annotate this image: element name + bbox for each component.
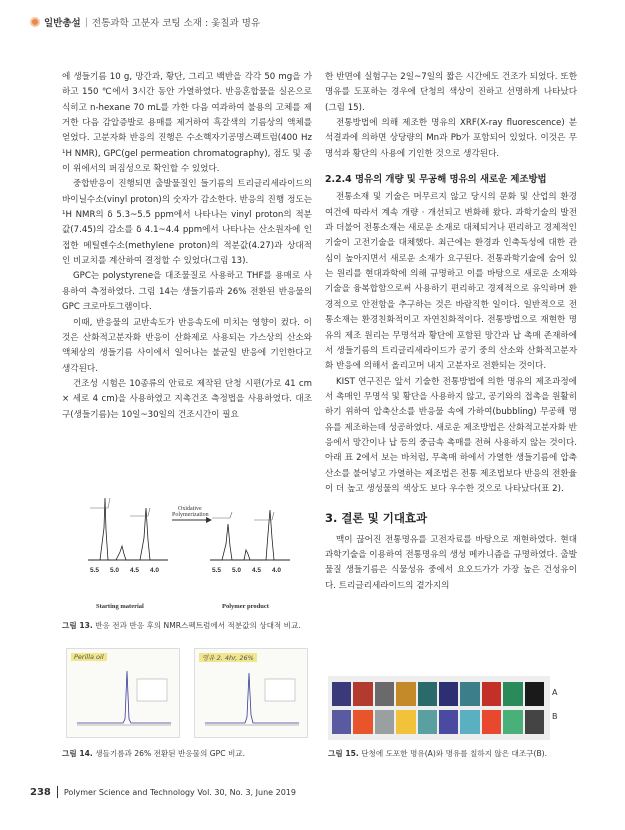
page-footer xyxy=(30,786,296,798)
paragraph: KIST 연구진은 앞서 기술한 전통방법에 의한 명유의 제조과정에서 촉매인 무명석 및 황단을 사용하지 않고, 공기와의 접촉을 원활히 하기 위하여 압축산소를 반응물 속에 가하여(bubbling) 무공해 명유를 제조하는데 성공하였다. 새로운 제조방법은 산화적고분자화 반응에서 망간이나 납 등의 중금속 촉매를 전혀 사용하지 않는 것이다. 아래 표 2에서 보는 바처럼, 무촉매 하에서 가열한 생들기름에 압축산소를 불어넣고 가열하는 제조법은 전통 제조법보다 반응의 전환율이 더 높고 생성물의 색상도 보다 우수한 것으로 나타났다(표 2). xyxy=(325,376,577,494)
sample-label: Polymer product xyxy=(222,603,269,610)
figure-15-caption xyxy=(328,748,588,759)
section-heading: 3. 결론 및 기대효과 xyxy=(325,511,428,526)
color-swatch xyxy=(332,710,351,734)
tick-label: 5.5 xyxy=(212,567,222,574)
color-swatch xyxy=(396,710,415,734)
tick-label: 4.0 xyxy=(150,567,160,574)
paragraph: 이때, 반응물의 교반속도가 반응속도에 미치는 영향이 컸다. 이것은 산화적고분자화 반응이 산화제로 사용되는 가스상의 산소와 액체상의 생들기름 사이에서 일어나는 불균일 반응에 기인한다고 생각된다. xyxy=(62,317,312,374)
paragraph: 전통소재 및 기술은 머무르지 않고 당시의 문화 및 산업의 환경 여건에 따라서 계속 개량 · 개선되고 변화해 왔다. 과학기술의 발전과 더불어 전통소재는 새로운 소재로 대체되거나 편리하고 경제적인 기술이 고전기술을 대체했다. 최근에는 환경과 인축독성에 대한 관심이 높아지면서 새로운 소재가 요구된다. 전통과학기술에 숨어 있는 원리를 현대과학에 의해 규명하고 이를 바탕으로 새로운 소재와 기술을 융복합함으로써 사용하기 편리하고 경제적으로 유익하며 환경적으로 안전함을 추구하는 것은 바람직한 일이다. 일반적으로 전통소재는 환경친화적이고 자연친화적이다. 전통방법으로 재현한 명유의 제조 원리는 무명석과 황단에 포함된 망간과 납 촉매 존재하에서 생들기름의 트리글리세라이드가 공기 중의 산소와 산화적고분자화 반응에 의해서 올리고머 내지 고분자로 전환되는 것이다. xyxy=(325,192,577,372)
swatch-row-b xyxy=(332,710,544,734)
figure-13-nmr xyxy=(60,468,312,618)
sample-label: Starting material xyxy=(96,603,144,610)
gpc-trace-left xyxy=(67,649,179,737)
sample-tag: 명유 2. 4hr, 26% xyxy=(199,653,257,662)
color-swatch xyxy=(460,682,479,706)
color-swatch xyxy=(375,710,394,734)
gpc-chart-left xyxy=(66,648,180,738)
paragraph: 에 생들기름 10 g, 망간과, 황단, 그리고 백반을 각각 50 mg을 가하고 150 ℃에서 3시간 동안 가열하였다. 반응혼합물을 실온으로 식히고 n-hexane 70 mL를 가한 다음 여과하여 불용의 고체를 제거한 다음 감압증발로 용매를 제거하여 흑갈색의 기름상의 액체를 얻었다. 고분자화 반응의 진행은 수소핵자기공명스펙트럼(400 Hz ¹H NMR), GPC(gel permeation chromatography), 점도 및 종이 위에서의 퍼짐성으로 확인할 수 있었다. xyxy=(62,72,312,175)
row-label-b: B xyxy=(552,712,558,721)
figure-14-caption xyxy=(62,748,322,759)
color-swatch xyxy=(418,682,437,706)
color-swatch xyxy=(332,682,351,706)
caption-text: 단청에 도포한 명유(A)와 명유를 칠하지 않은 대조구(B). xyxy=(361,749,548,758)
tick-label: 5.5 xyxy=(90,567,100,574)
paragraph: 건조성 시험은 10종류의 안료로 제작된 단청 시편(가로 41 cm × 세로 4 cm)을 사용하였고 지촉건조 측정법을 사용하였다. 대조구(생들기름)는 10일~30일의 건조시간이 필요 xyxy=(62,378,312,420)
section-name: 일반총설 xyxy=(44,18,81,29)
color-swatch xyxy=(439,710,458,734)
caption-text: 반응 전과 반응 후의 NMR스펙트럼에서 적분값의 상대적 비교. xyxy=(95,621,301,630)
color-swatch xyxy=(503,710,522,734)
color-swatch xyxy=(353,682,372,706)
paragraph: 한 반면에 실험구는 2일~7일의 짧은 시간에도 건조가 되었다. 또한 명유를 도포하는 경우에 단청의 색상이 진하고 선명하게 나타났다(그림 15). xyxy=(325,72,577,113)
arrow-label: Polymerization xyxy=(172,512,209,518)
color-swatch xyxy=(439,682,458,706)
color-swatch xyxy=(396,682,415,706)
starting-material-spectrum xyxy=(88,498,168,560)
paragraph: 전통방법에 의해 제조한 명유의 XRF(X-ray fluorescence) 분석결과에 의하면 상당량의 Mn과 Pb가 포함되어 있었다. 이것은 무명석과 황단의 사용에 기인한 것으로 생각된다. xyxy=(325,118,577,159)
section-heading: 2.2.4 명유의 개량 및 무공해 명유의 새로운 제조방법 xyxy=(325,174,547,186)
figure-15-swatches xyxy=(328,676,550,740)
left-column xyxy=(62,70,312,423)
color-swatch xyxy=(503,682,522,706)
tick-label: 5.0 xyxy=(232,567,242,574)
tick-label: 4.0 xyxy=(272,567,282,574)
color-swatch xyxy=(525,682,544,706)
section-bullet-icon xyxy=(30,17,40,27)
page-number: 238 xyxy=(30,786,51,798)
row-label-a: A xyxy=(552,688,558,697)
caption-label: 그림 13. xyxy=(62,621,93,630)
swatch-row-a xyxy=(332,682,544,706)
figure-13-caption xyxy=(62,620,322,631)
figure-14-gpc xyxy=(62,642,312,742)
tick-label: 4.5 xyxy=(252,567,262,574)
color-swatch xyxy=(418,710,437,734)
color-swatch xyxy=(375,682,394,706)
sample-tag: Perilla oil xyxy=(71,653,107,661)
tick-label: 4.5 xyxy=(130,567,140,574)
caption-label: 그림 14. xyxy=(62,749,93,758)
color-swatch xyxy=(482,710,501,734)
polymer-product-spectrum xyxy=(210,510,290,560)
paragraph: GPC는 polystyrene을 대조물질로 사용하고 THF를 용매로 사용하여 측정하였다. 그림 14는 생들기름과 26% 전환된 반응물의 GPC 크로마토그램이다. xyxy=(62,271,312,313)
caption-label: 그림 15. xyxy=(328,749,359,758)
tick-label: 5.0 xyxy=(110,567,120,574)
color-swatch xyxy=(482,682,501,706)
gpc-trace-right xyxy=(195,649,307,737)
color-swatch xyxy=(525,710,544,734)
paragraph: 중합반응이 진행되면 출발물질인 들기름의 트리글리세라이드의 바이닐수소(vinyl proton)의 숫자가 감소한다. 반응의 진행 정도는 ¹H NMR의 δ 5.3~5.5 ppm에서 나타나는 vinyl proton의 적분값(7.45)의 감소를 δ 4.1~4.4 ppm에서 나타나는 산소원자에 인접한 메틸렌수소(methylene proton)의 적분값(4.27)과 상대적인 비교치를 계산하여 결정할 수 있었다(그림 13). xyxy=(62,179,312,267)
article-subtitle: 전통과학 고분자 코팅 소재 : 옻칠과 명유 xyxy=(91,18,261,29)
nmr-spectra-graphic xyxy=(60,468,312,618)
color-swatch xyxy=(460,710,479,734)
footer-divider xyxy=(57,786,58,798)
running-header xyxy=(30,14,260,30)
journal-citation: Polymer Science and Technology Vol. 30, No. 3, June 2019 xyxy=(63,787,296,797)
paragraph: 맥이 끊어진 전통명유를 고전자료를 바탕으로 재현하였다. 현대과학기술을 이용하여 전통명유의 생성 메카니즘을 규명하였다. 출발물질 생들기름은 식물성유 중에서 요오드가가 가장 높은 건성유이다. 트리글리세라이드의 곁가지의 xyxy=(325,534,577,591)
arrow-label: Oxidative xyxy=(178,506,202,512)
header-separator: | xyxy=(84,16,88,28)
gpc-chart-right xyxy=(194,648,308,738)
right-column xyxy=(325,70,577,594)
caption-text: 생들기름과 26% 전환된 반응물의 GPC 비교. xyxy=(95,749,246,758)
color-swatch xyxy=(353,710,372,734)
